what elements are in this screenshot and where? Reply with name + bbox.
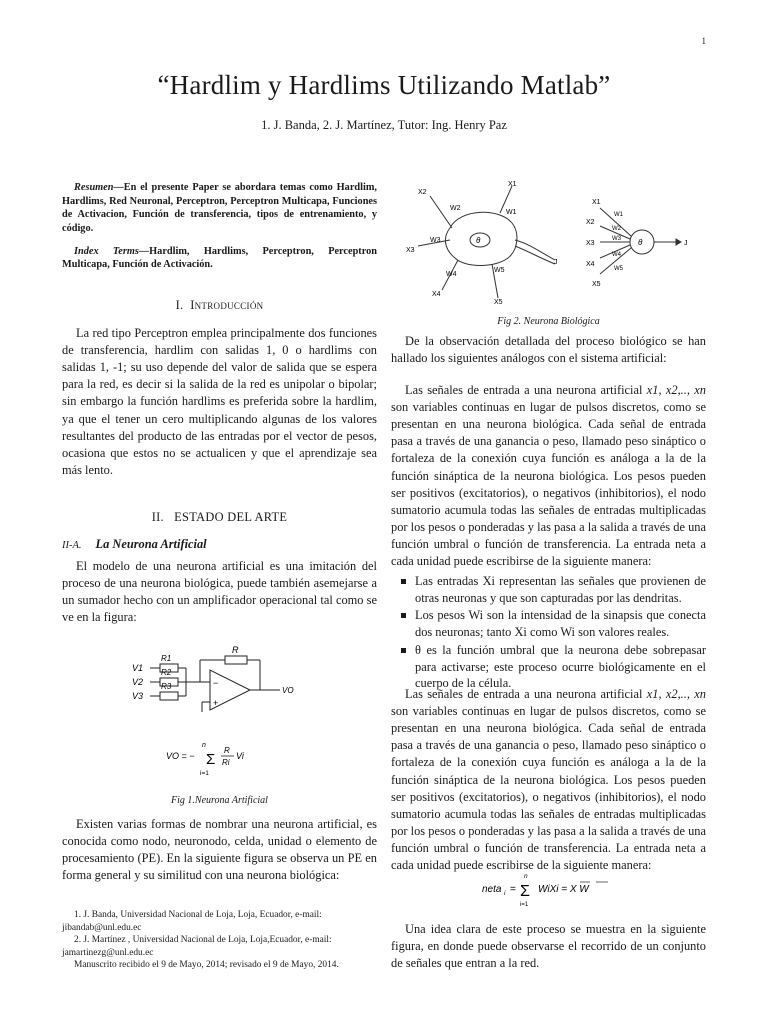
neta-sub: i: [504, 890, 506, 897]
bio-output-j: J: [554, 259, 558, 266]
formula-lhs: VO = −: [166, 751, 195, 761]
figure-2-caption: Fig 2. Neurona Biológica: [497, 316, 600, 327]
v3-label: V3: [132, 691, 144, 701]
vo-label: VO: [282, 686, 294, 695]
minus-sign: −: [213, 678, 219, 688]
formula-sum-top: n: [202, 742, 206, 749]
section-title: ESTADO DEL ARTE: [174, 510, 288, 524]
final-paragraph-block: [391, 921, 706, 972]
senales-paragraph-1: Las señales de entrada a una neurona artificial x1, x2,.., xn son variables continuas en lugar de pulsos discretos, como se presentan en una neurona biológica. Cada señal de entrada pasa a través de una ganancia o peso, llamado peso sináptico o fortaleza de la conexión cuya función es análoga a la de la función sináptica de la neurona biológica. Los pesos pueden ser positivos (excitatorios), o negativos (inhibitorios), el nodo sumatorio acumula todas las señales de entradas multiplicadas por los pesos o ponderadas y las pasa a la salida a través de una función umbral o función de transferencia. La entrada neta a cada unidad puede escribirse de la siguiente manera:: [391, 383, 706, 569]
formula-sum-bot: i=1: [200, 770, 209, 777]
intro-paragraph: La red tipo Perceptron emplea principalmente dos funciones de transferencia, hardlim con salidas 1, 0 o hardlims con salidas 1, -1; su uso depende del valor de salida que se espera para la red, es decir si la salida de la red es unipolar o bipolar; sin embargo la función hardlims es preferida sobre la hardlim, ya que el tener un cero multiplicando algunas de los valores resultantes del producto de las entradas por el vector de pesos, ocasiona que estos no se actualicen y que el aprendizaje sea más lento.: [62, 326, 377, 477]
footnote-2: 2. J. Martínez , Universidad Nacional de Loja, Loja,Ecuador, e-mail: jamartinezg@unl.edu.ec: [62, 935, 332, 958]
footnotes: [62, 909, 377, 972]
subsection-title: La Neurona Artificial: [95, 537, 207, 551]
subsection-number: II-A.: [62, 540, 82, 551]
bio-theta: θ: [476, 236, 481, 245]
subsection-heading: [62, 537, 377, 552]
formula-neta: [480, 868, 630, 912]
art-input-x3: X3: [586, 240, 595, 247]
bio-input-x3: X3: [406, 247, 415, 254]
neurona-paragraph: El modelo de una neurona artificial es una imitación del proceso de una neurona biológica, puede también asemejarse a un sumador hecho con un amplificador operacional tal como se ve en la figura:: [62, 559, 377, 625]
art-weight-w5: W5: [614, 266, 623, 272]
section-introduccion-heading: [62, 298, 377, 313]
figure-2-neurons: [400, 178, 710, 310]
plus-sign: +: [213, 698, 219, 708]
bio-weight-w4: W4: [446, 271, 457, 278]
bullet-list-block: [391, 573, 706, 693]
section-number: I.: [175, 298, 184, 312]
abstract-text: En el presente Paper se abordara temas como Hardlim, Hardlims, Red Neuronal, Perceptron, Perceptron Multicapa, Funciones de Activacion, Función de transferencia, tipos de entrenamiento, y código.: [62, 182, 377, 235]
neta-sum-bot: i=1: [520, 902, 529, 908]
index-terms-label: Index Terms—: [74, 245, 150, 257]
index-terms: [62, 245, 377, 272]
neta-lhs: neta: [482, 884, 502, 895]
paper-title: “Hardlim y Hardlims Utilizando Matlab”: [157, 70, 611, 100]
bio-input-x5: X5: [494, 299, 503, 306]
art-theta: θ: [638, 238, 643, 247]
senales-vars: x1, x2,.., xn: [646, 383, 706, 397]
abstract-block: [62, 181, 377, 272]
bio-weight-w5: W5: [494, 267, 505, 274]
obs-paragraph-block: [391, 333, 706, 367]
formula-frac-den: Ri: [222, 758, 230, 767]
senales-paragraph-block-1: [391, 382, 706, 570]
bio-input-x2: X2: [418, 189, 427, 196]
senales-vars: x1, x2,.., xn: [646, 687, 706, 701]
abstract: [62, 181, 377, 236]
list-item: Los pesos Wi son la intensidad de la sinapsis que conecta dos neuronas; tanto Xi como Wi son valores reales.: [391, 607, 706, 640]
art-weight-w4: W4: [612, 252, 621, 258]
neta-sum-top: n: [524, 873, 528, 880]
art-input-x5: X5: [592, 281, 601, 288]
bio-weight-w2: W2: [450, 205, 461, 212]
list-item: Las entradas Xi representan las señales que provienen de otras neuronas y que son capturadas por las dendritas.: [391, 573, 706, 606]
art-weight-w3: W3: [612, 236, 621, 242]
v1-label: V1: [132, 663, 144, 673]
art-input-x4: X4: [586, 261, 595, 268]
paper-authors: 1. J. Banda, 2. J. Martínez, Tutor: Ing. Henry Paz: [261, 118, 507, 132]
section-estado-heading: [62, 510, 377, 525]
art-weight-w1: W1: [614, 212, 623, 218]
r1-label: R1: [161, 654, 172, 663]
art-output-j: J: [684, 240, 688, 247]
bullet-list: [391, 573, 706, 692]
bio-input-x4: X4: [432, 291, 441, 298]
list-item: θ es la función umbral que la neurona debe sobrepasar para activarse; este proceso ocurre biológicamente en el cuerpo de la célula.: [391, 642, 706, 692]
page-number: 1: [701, 36, 706, 46]
section-title: Introducción: [190, 298, 264, 312]
r3-label: R3: [161, 682, 172, 691]
obs-paragraph: De la observación detallada del proceso biológico se han hallado los siguientes análogos con el sistema artificial:: [391, 334, 706, 366]
formula-frac-num: R: [224, 746, 230, 755]
footnote-1: 1. J. Banda, Universidad Nacional de Loja, Loja, Ecuador, e-mail: jibandab@unl.edu.ec: [62, 910, 322, 933]
footnote-3: Manuscrito recibido el 9 de Mayo, 2014; revisado el 9 de Mayo, 2014.: [74, 960, 339, 970]
intro-paragraph-block: [62, 325, 377, 479]
index-terms-text: Hardlim, Hardlims, Perceptron, Perceptron Multicapa, Función de Activación.: [62, 245, 377, 271]
art-weight-w2: W2: [612, 226, 621, 232]
r2-label: R2: [161, 668, 172, 677]
v2-label: V2: [132, 677, 144, 687]
neurona-paragraph-block: [62, 558, 377, 626]
bio-input-x1: X1: [508, 181, 517, 188]
figure-1-circuit: [130, 640, 320, 780]
final-paragraph: Una idea clara de este proceso se muestra en la siguiente figura, en donde puede observarse el recorrido de un conjunto de señales que entran a la red.: [391, 922, 706, 971]
r-label: R: [232, 645, 239, 655]
senales-paragraph-block-2: [391, 686, 706, 874]
abstract-label: Resumen—: [74, 182, 124, 193]
neta-body: WiXi = X W: [538, 884, 589, 895]
bio-weight-w1: W1: [506, 209, 517, 216]
senales-paragraph-2: Las señales de entrada a una neurona artificial x1, x2,.., xn son variables continuas en lugar de pulsos discretos, como se presentan en una neurona biológica. Cada señal de entrada pasa a través de una ganancia o peso, llamado peso sináptico o fortaleza de la conexión cuya función es análoga a la de la función sináptica de la neurona biológica. Los pesos pueden ser positivos (excitatorios), o negativos (inhibitorios), el nodo sumatorio acumula todas las señales de entradas multiplicadas por los pesos o ponderadas y las pasa a la salida a través de una función umbral o función de transferencia. La entrada neta a cada unidad puede escribirse de la siguiente manera:: [391, 687, 706, 873]
art-input-x2: X2: [586, 219, 595, 226]
bio-weight-w3: W3: [430, 237, 441, 244]
neta-sigma: Σ: [520, 883, 530, 900]
section-number: II.: [151, 510, 164, 524]
neta-equals: =: [510, 884, 516, 895]
formas-paragraph-block: [62, 816, 377, 884]
formula-tail: Vi: [236, 751, 244, 761]
formula-sigma: Σ: [206, 751, 216, 768]
figure-1-caption: Fig 1.Neurona Artificial: [171, 795, 268, 806]
formas-paragraph: Existen varias formas de nombrar una neurona artificial, es conocida como nodo, neuronodo, celda, unidad o elemento de procesamiento (PE). En la siguiente figura se observa un PE en forma general y su similitud con una neurona biológica:: [62, 817, 377, 883]
art-input-x1: X1: [592, 199, 601, 206]
